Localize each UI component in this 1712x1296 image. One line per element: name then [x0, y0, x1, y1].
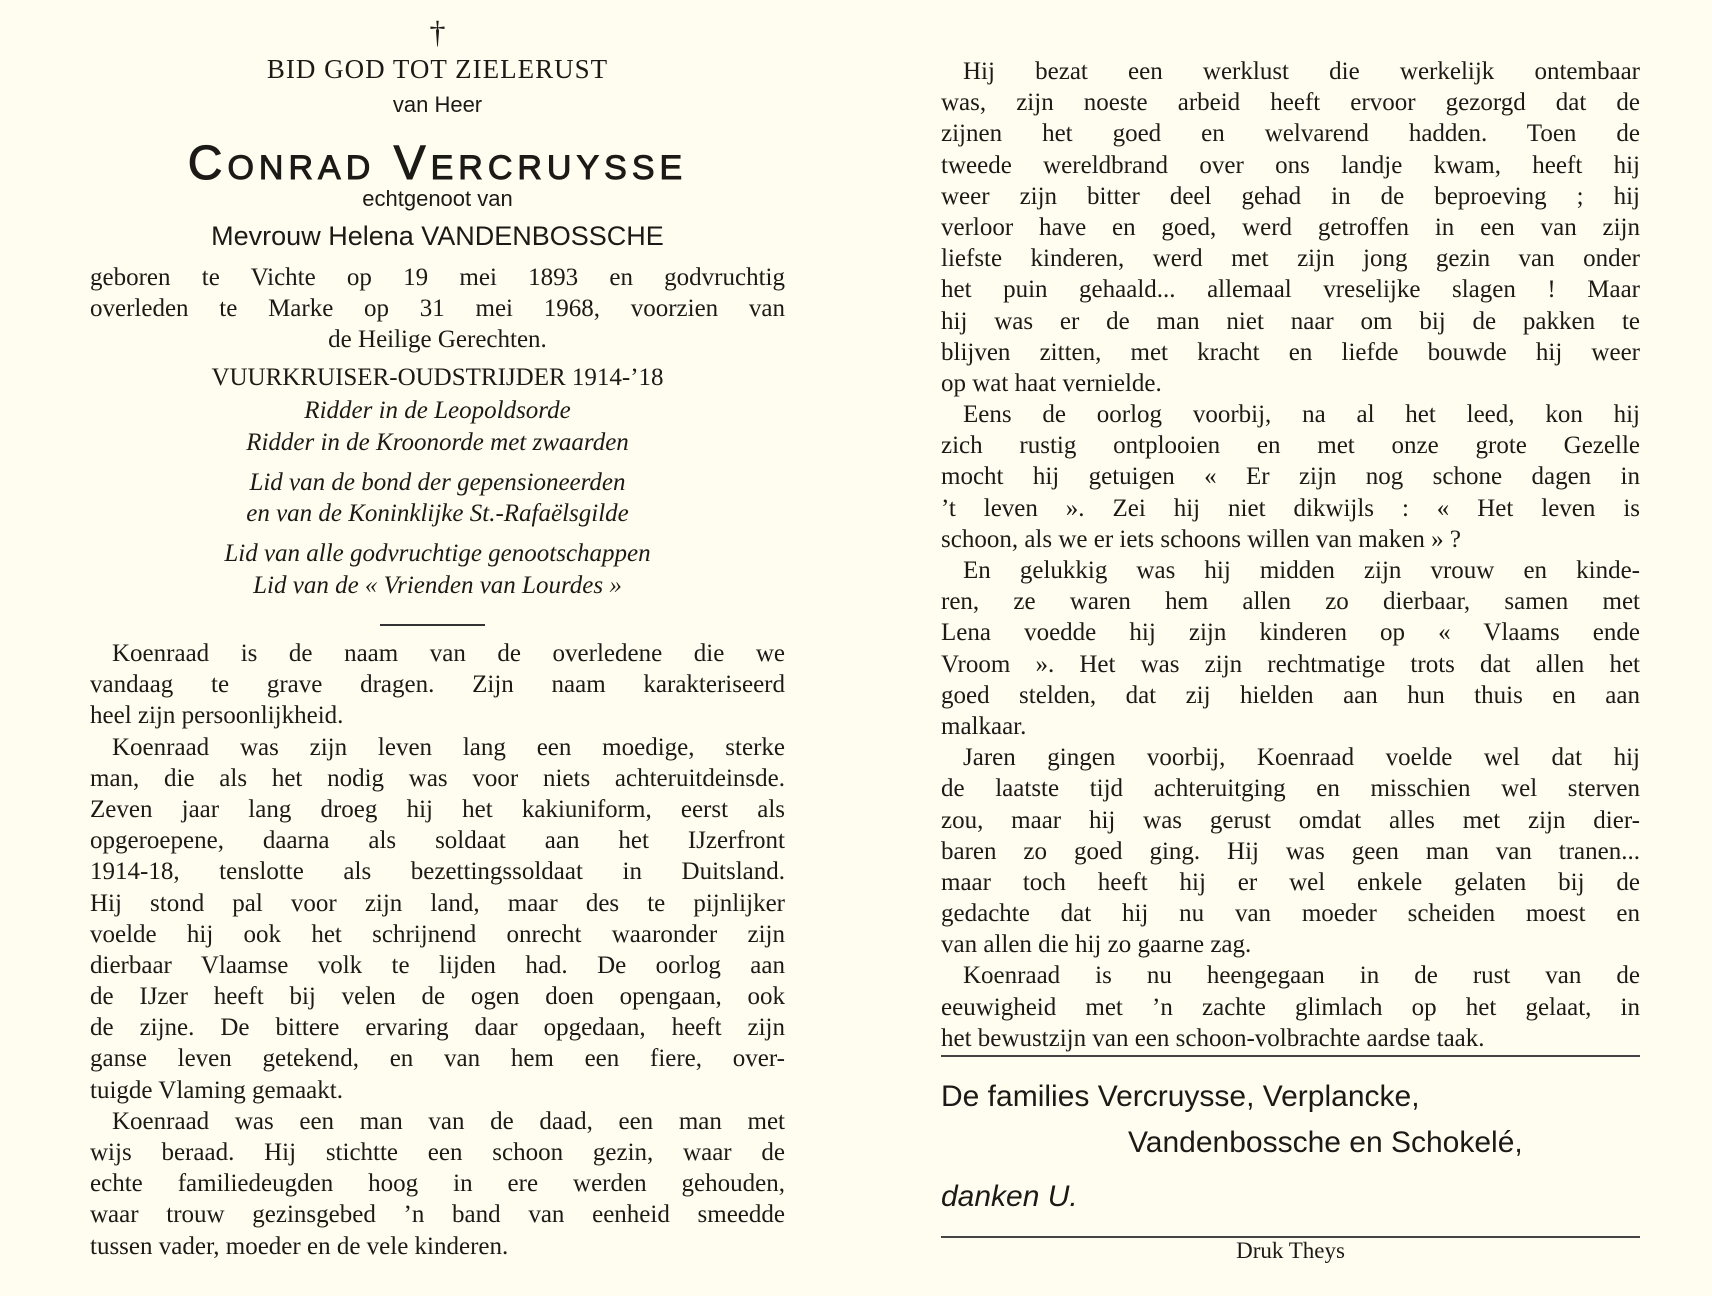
- paragraph-line: maar toch heeft hij er wel enkele gelaten bij de: [941, 868, 1640, 896]
- paragraph-line: tussen vader, moeder en de vele kinderen.: [90, 1232, 509, 1260]
- paragraph-line: de IJzer heeft bij velen de ogen doen opengaan, ook: [90, 983, 785, 1011]
- paragraph-line: de laatste tijd achteruitging en misschien wel sterven: [941, 775, 1640, 803]
- paragraph-line: van allen die hij zo gaarne zag.: [941, 931, 1252, 959]
- paragraph-line: weer zijn bitter deel gehad in de beproeving ; hij: [941, 182, 1640, 210]
- info-line: geboren te Vichte op 19 mei 1893 en godvruchtig: [90, 264, 785, 291]
- paragraph-line: Vroom ». Het was zijn rechtmatige trots dat allen het: [941, 650, 1640, 678]
- paragraph-line: waar trouw gezinsgebed ’n band van eenheid smeedde: [90, 1201, 785, 1229]
- right-page: [941, 0, 1640, 1296]
- info-line: de Heilige Gerechten.: [328, 326, 547, 354]
- paragraph-line: Eens de oorlog voorbij, na al het leed, kon hij: [963, 401, 1640, 429]
- paragraph-line: Koenraad is de naam van de overledene die we: [112, 640, 785, 667]
- paragraph-line: Koenraad was een man van de daad, een man met: [112, 1107, 785, 1135]
- paragraph-line: En gelukkig was hij midden zijn vrouw en kinde-: [963, 557, 1640, 584]
- paragraph-line: 1914-18, tenslotte als bezettingssoldaat in Duitsland.: [90, 858, 785, 886]
- paragraph-line: Zeven jaar lang droeg hij het kakiuniform, eerst als: [90, 795, 785, 823]
- paragraph-line: blijven zitten, met kracht en liefde bouwde hij weer: [941, 338, 1640, 366]
- paragraph-line: de zijne. De bittere ervaring daar opgedaan, heeft zijn: [90, 1014, 785, 1042]
- honor-line: Ridder in de Leopoldsorde: [304, 397, 571, 424]
- salutation: van Heer: [392, 92, 483, 117]
- paragraph-line: Hij stond pal voor zijn land, maar des te pijnlijker: [90, 889, 785, 917]
- cross-icon: †: [429, 14, 446, 50]
- paragraph-line: malkaar.: [941, 712, 1027, 740]
- paragraph-line: Koenraad is nu heengegaan in de rust van de: [963, 962, 1640, 990]
- paragraph-line: was, zijn noeste arbeid heeft ervoor gezorgd dat de: [941, 89, 1640, 117]
- paragraph-line: vandaag te grave dragen. Zijn naam karakteriseerd: [90, 671, 785, 699]
- divider: [380, 624, 485, 626]
- left-page: [90, 0, 785, 1296]
- life-info: [90, 262, 785, 356]
- spouse-label: echtgenoot van: [362, 186, 513, 211]
- paragraph-line: man, die als het nodig was voor niets achteruitdeinsde.: [90, 764, 785, 792]
- paragraph-line: tuigde Vlaming gemaakt.: [90, 1076, 343, 1104]
- left-body-text: [90, 638, 785, 1262]
- paragraph-line: op wat haat vernielde.: [941, 369, 1162, 397]
- spouse-name: Mevrouw Helena VANDENBOSSCHE: [211, 221, 664, 251]
- paragraph-line: echte familiedeugden hoog in ere werden gehouden,: [90, 1170, 785, 1198]
- paragraph-line: gedachte dat hij nu van moeder scheiden moest en: [941, 900, 1640, 928]
- paragraph-line: eeuwigheid met ’n zachte glimlach op het gelaat, in: [941, 993, 1640, 1021]
- paragraph-line: zou, maar hij was gerust omdat alles met zijn dier-: [941, 806, 1640, 834]
- paragraph-line: schoon, als we er iets schoons willen van maken » ?: [941, 525, 1462, 553]
- paragraph-line: zijnen het goed en welvarend hadden. Toen de: [941, 120, 1640, 148]
- membership-line: Lid van de bond der gepensioneerden: [249, 469, 626, 496]
- paragraph-line: baren zo goed ging. Hij was geen man van tranen...: [941, 837, 1640, 865]
- paragraph-line: mocht hij getuigen « Er zijn nog schone dagen in: [941, 463, 1640, 491]
- paragraph-line: dierbaar Vlaamse volk te lijden had. De oorlog aan: [90, 951, 785, 979]
- families-line-2: Vandenbossche en Schokelé,: [1128, 1126, 1523, 1159]
- paragraph-line: liefste kinderen, werd met zijn jong gezin van onder: [941, 245, 1640, 273]
- paragraph-line: ren, ze waren hem allen zo dierbaar, samen met: [941, 588, 1640, 616]
- info-line: overleden te Marke op 31 mei 1968, voorzien van: [90, 295, 785, 323]
- families-line-1: De families Vercruysse, Verplancke,: [941, 1080, 1420, 1113]
- membership-line: Lid van alle godvruchtige genootschappen: [224, 540, 651, 567]
- paragraph-line: Jaren gingen voorbij, Koenraad voelde wel dat hij: [963, 744, 1640, 772]
- paragraph-line: hij was er de man niet naar om bij de pakken te: [941, 307, 1640, 335]
- paragraph-line: Hij bezat een werklust die werkelijk ontembaar: [963, 58, 1640, 85]
- paragraph-line: het puin gehaald... allemaal vreselijke slagen ! Maar: [941, 276, 1640, 304]
- membership-line: en van de Koninklijke St.-Rafaëlsgilde: [246, 500, 629, 527]
- paragraph-line: ganse leven getekend, en van hem een fiere, over-: [90, 1045, 785, 1073]
- paragraph-line: verloor have en goed, werd getroffen in een van zijn: [941, 213, 1640, 241]
- paragraph-line: tweede wereldbrand over ons landje kwam, heeft hij: [941, 151, 1640, 179]
- honor-line: Ridder in de Kroonorde met zwaarden: [246, 429, 629, 456]
- veteran-title: VUURKRUISER-OUDSTRIJDER 1914-’18: [211, 364, 664, 391]
- paragraph-line: goed stelden, dat zij hielden aan hun thuis en aan: [941, 681, 1640, 709]
- right-body-text: [941, 56, 1640, 1054]
- prayer-heading: BID GOD TOT ZIELERUST: [266, 54, 609, 84]
- membership-line: Lid van de « Vrienden van Lourdes »: [253, 572, 622, 599]
- deceased-name: Conrad Vercruysse: [187, 137, 688, 190]
- paragraph-line: het bewustzijn van een schoon-volbrachte aardse taak.: [941, 1024, 1485, 1052]
- printer-credit: Druk Theys: [1236, 1238, 1345, 1263]
- paragraph-line: opgeroepene, daarna als soldaat aan het IJzerfront: [90, 827, 785, 855]
- paragraph-line: heel zijn persoonlijkheid.: [90, 702, 344, 730]
- paragraph-line: wijs beraad. Hij stichtte een schoon gezin, waar de: [90, 1139, 785, 1166]
- paragraph-line: Koenraad was zijn leven lang een moedige, sterke: [112, 733, 785, 761]
- paragraph-line: ’t leven ». Zei hij niet dikwijls : « Het leven is: [941, 494, 1640, 522]
- thanks: danken U.: [941, 1180, 1078, 1213]
- paragraph-line: zich rustig ontplooien en met onze grote Gezelle: [941, 432, 1640, 460]
- paragraph-line: voelde hij ook het schrijnend onrecht waaronder zijn: [90, 920, 785, 948]
- paragraph-line: Lena voedde hij zijn kinderen op « Vlaams ende: [941, 619, 1640, 647]
- divider: [941, 1055, 1640, 1057]
